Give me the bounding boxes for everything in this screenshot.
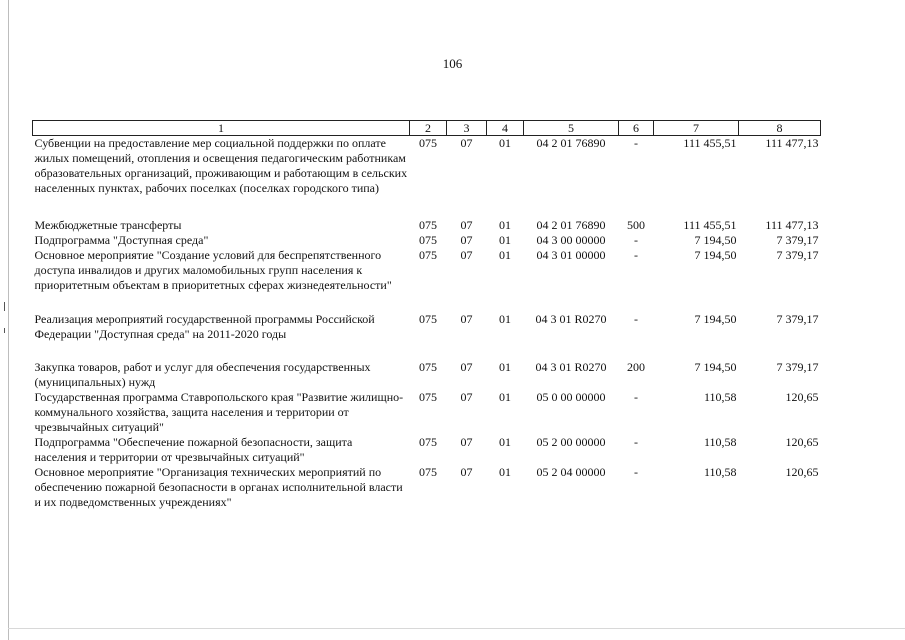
- row-name: Государственная программа Ставропольского края "Развитие жилищно-коммунального хозяйства, защита населения и территории от чрезвычайных ситуаций": [34, 389, 404, 434]
- cell-expense-type: 200: [627, 359, 645, 374]
- cell-expense-type: 500: [627, 217, 645, 232]
- cell-amount-1: 7 194,50: [694, 311, 737, 326]
- cell-target-article: 04 2 01 76890: [536, 136, 606, 150]
- cell-expense-type: -: [634, 136, 638, 150]
- cell-subsection: 01: [499, 464, 511, 479]
- cell-amount-1: 7 194,50: [694, 247, 737, 262]
- column-header: 2: [410, 121, 447, 136]
- row-name: Субвенции на предоставление мер социальной поддержки по оплате жилых помещений, отопления и освещения педагогическим работникам образовательных организаций, проживающим и работающим в сельских населенных пунктах, рабочих поселках (поселках городского типа): [34, 136, 408, 195]
- row-name: Межбюджетные трансферты: [34, 217, 182, 232]
- cell-amount-2: 120,65: [785, 389, 819, 404]
- cell-amount-2: 7 379,17: [776, 359, 819, 374]
- cell-section: 07: [460, 464, 473, 479]
- cell-subsection: 01: [499, 136, 511, 150]
- cell-amount-1: 110,58: [703, 434, 737, 449]
- cell-amount-2: 111 477,13: [765, 136, 819, 150]
- cell-subsection: 01: [499, 389, 511, 404]
- cell-amount-1: 111 455,51: [683, 217, 737, 232]
- cell-target-article: 05 2 04 00000: [536, 464, 606, 479]
- cell-amount-2: 7 379,17: [776, 311, 819, 326]
- table-row: [33, 136, 821, 218]
- page-number: 106: [442, 56, 463, 71]
- table-row: [33, 312, 821, 342]
- cell-subsection: 01: [499, 247, 511, 262]
- cell-amount-1: 7 194,50: [694, 232, 737, 247]
- cell-target-article: 04 3 00 00000: [536, 232, 606, 247]
- cell-target-article: 05 0 00 00000: [536, 389, 606, 404]
- table-row: [33, 390, 821, 435]
- cell-subsection: 01: [499, 217, 511, 232]
- cell-expense-type: -: [634, 311, 638, 326]
- column-header: 5: [524, 121, 619, 136]
- cell-expense-type: -: [634, 389, 638, 404]
- scan-mark: [4, 328, 5, 333]
- row-name: Основное мероприятие "Создание условий для беспрепятственного доступа инвалидов и других маломобильных групп населения к приоритетным объектам в приоритетных сферах жизнедеятельности": [34, 247, 392, 292]
- cell-section: 07: [460, 232, 473, 247]
- table-spacer-row: [33, 342, 821, 360]
- column-header: 3: [447, 121, 487, 136]
- row-name: Основное мероприятие "Организация технических мероприятий по обеспечению пожарной безопасности в органах исполнительной власти и их подведомственных учреждениях": [34, 464, 403, 509]
- cell-ministry: 075: [419, 434, 437, 449]
- cell-ministry: 075: [419, 464, 437, 479]
- cell-expense-type: -: [634, 247, 638, 262]
- table-row: [33, 233, 821, 248]
- table-row: [33, 435, 821, 465]
- cell-ministry: 075: [419, 311, 437, 326]
- cell-section: 07: [460, 311, 473, 326]
- cell-amount-2: 7 379,17: [776, 247, 819, 262]
- cell-ministry: 075: [419, 247, 437, 262]
- scan-mark: [4, 302, 5, 311]
- cell-ministry: 075: [419, 232, 437, 247]
- cell-target-article: 04 3 01 R0270: [535, 311, 607, 326]
- cell-amount-2: 7 379,17: [776, 232, 819, 247]
- cell-target-article: 04 3 01 00000: [536, 247, 606, 262]
- cell-ministry: 075: [419, 389, 437, 404]
- cell-section: 07: [460, 359, 473, 374]
- table-row: [33, 218, 821, 233]
- cell-ministry: 075: [419, 359, 437, 374]
- spacer-cell: [33, 342, 821, 360]
- cell-amount-2: 111 477,13: [765, 217, 819, 232]
- scan-page-edge: [8, 0, 9, 640]
- cell-ministry: 075: [419, 136, 437, 150]
- cell-ministry: 075: [419, 217, 437, 232]
- cell-subsection: 01: [499, 311, 511, 326]
- cell-section: 07: [460, 389, 473, 404]
- column-header: 1: [33, 121, 410, 136]
- cell-section: 07: [460, 136, 473, 150]
- table-row: [33, 360, 821, 390]
- cell-section: 07: [460, 434, 473, 449]
- cell-amount-2: 120,65: [785, 464, 819, 479]
- column-header: 7: [654, 121, 739, 136]
- column-header: 8: [739, 121, 821, 136]
- cell-amount-2: 120,65: [785, 434, 819, 449]
- cell-subsection: 01: [499, 434, 511, 449]
- cell-subsection: 01: [499, 359, 511, 374]
- cell-expense-type: -: [634, 464, 638, 479]
- table-row: [33, 248, 821, 312]
- column-header: 4: [487, 121, 524, 136]
- cell-amount-1: 110,58: [703, 464, 737, 479]
- row-name: Реализация мероприятий государственной программы Российской Федерации "Доступная среда" на 2011-2020 годы: [34, 311, 375, 341]
- table-header-row: [33, 121, 821, 136]
- cell-amount-1: 111 455,51: [683, 136, 737, 150]
- cell-target-article: 04 3 01 R0270: [535, 359, 607, 374]
- cell-amount-1: 7 194,50: [694, 359, 737, 374]
- cell-expense-type: -: [634, 434, 638, 449]
- cell-amount-1: 110,58: [703, 389, 737, 404]
- budget-table: [32, 120, 821, 510]
- table-row: [33, 465, 821, 510]
- cell-target-article: 05 2 00 00000: [536, 434, 606, 449]
- cell-section: 07: [460, 217, 473, 232]
- cell-expense-type: -: [634, 232, 638, 247]
- row-name: Закупка товаров, работ и услуг для обеспечения государственных (муниципальных) нужд: [34, 359, 371, 389]
- row-name: Подпрограмма "Доступная среда": [34, 232, 209, 247]
- cell-section: 07: [460, 247, 473, 262]
- row-name: Подпрограмма "Обеспечение пожарной безопасности, защита населения и территории от чрезвычайных ситуаций": [34, 434, 353, 464]
- cell-target-article: 04 2 01 76890: [536, 217, 606, 232]
- column-header: 6: [619, 121, 654, 136]
- scan-bottom-edge: [8, 628, 905, 629]
- cell-subsection: 01: [499, 232, 511, 247]
